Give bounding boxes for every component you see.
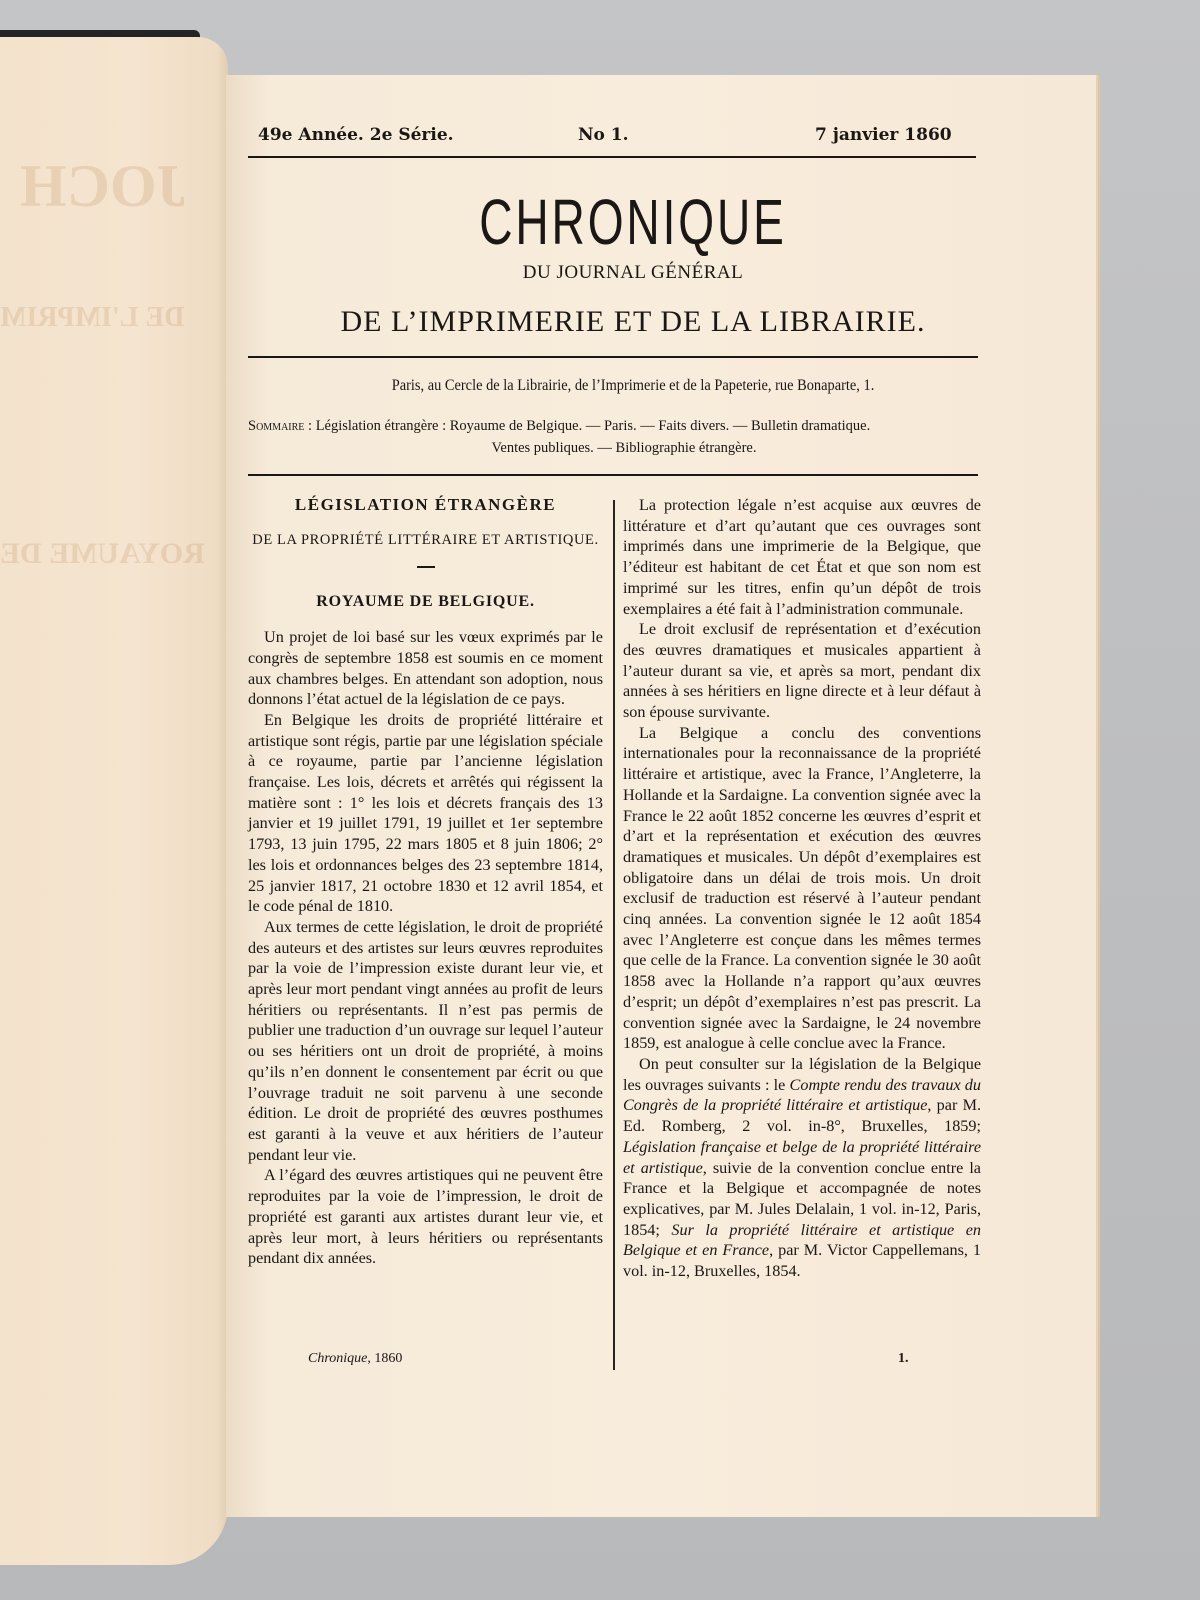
- paragraph: La Belgique a conclu des conventions internationales pour la reconnaissance de la propriété littéraire et artistique, avec la France, l’Angleterre, la Hollande et la Sardaigne. La convention signée avec la France le 22 août 1852 concerne les œuvres d’esprit et d’art et la représentation et exécution des œuvres dramatiques et musicales. Un dépôt d’exemplaires est obligatoire dans un délai de trois mois. Un droit exclusif de traduction est réservé à l’auteur pendant cinq années. La convention signée le 12 août 1854 avec l’Angleterre est conçue dans les mêmes termes que celle de la France. La convention signée le 30 août 1858 avec la Hollande n’a rapport qu’aux œuvres d’esprit; un dépôt d’exemplaires n’est pas prescrit. La convention signée avec la Sardaigne, le 24 novembre 1859, est analogue à celle conclue avec la France.: [623, 723, 981, 1053]
- text: , par M. Ed. Romberg, 2 vol. in-8°, Bruxelles, 1859;: [623, 1096, 982, 1136]
- ghost-subtitle: DE L'IMPRIM: [0, 302, 185, 333]
- publisher-address: Paris, au Cercle de la Librairie, de l’Imprimerie et de la Papeterie, rue Bonaparte, 1.: [391, 377, 875, 394]
- text: , suivie de la convention conclue entre la France et la Belgique et accompagnée de notes explicatives, par M. Jules Delalain, 1 vol. in-12, Paris, 1854;: [623, 1158, 981, 1239]
- sommaire-line-1: [248, 415, 1000, 437]
- issue-number: No 1.: [578, 125, 629, 145]
- book-title: Législation française et belge de la propriété littéraire et artistique: [623, 1137, 981, 1177]
- year-series: 49e Année. 2e Série.: [258, 125, 454, 145]
- bibliography-paragraph: [623, 1054, 981, 1282]
- journal-title: CHRONIQUE: [479, 186, 787, 258]
- journal-subtitle-2: DE L’IMPRIMERIE ET DE LA LIBRAIRIE.: [340, 305, 926, 338]
- section-heading: ROYAUME DE BELGIQUE.: [316, 593, 535, 611]
- heading-dash: [417, 566, 435, 568]
- article-heading: LÉGISLATION ÉTRANGÈRE: [294, 495, 557, 514]
- left-page-bleedthrough: [0, 37, 228, 1565]
- paragraph: Le droit exclusif de représentation et d’exécution des œuvres dramatiques et musicales appartient à l’auteur durant sa vie, et après sa mort, pendant dix années à ses héritiers en ligne directe et à leur défaut à son épouse survivante.: [623, 620, 981, 722]
- signature-year: , 1860: [367, 1351, 403, 1366]
- sheet-number: 1.: [898, 1351, 909, 1366]
- table-of-contents: [248, 415, 1000, 459]
- text: , par M. Victor Cappellemans, 1 vol. in-12, Bruxelles, 1854.: [623, 1241, 981, 1281]
- column-divider: [613, 500, 615, 1370]
- issue-date: 7 janvier 1860: [815, 125, 952, 145]
- journal-page: [226, 75, 1096, 1517]
- paragraph: Aux termes de cette législation, le droit de propriété des auteurs et des artistes sur leurs œuvres reproduites par la voie de l’impression existe durant leur vie, et après leur mort pendant vingt années au profit de leurs héritiers ou représentants. Il n’est pas permis de publier une traduction d’un ouvrage sur lequel l’auteur ou ses héritiers ont un droit de propriété, à moins qu’ils n’en donnent le consentement par écrit ou que l’ouvrage traduit ne soit parvenu à une seconde édition. Le droit de propriété des œuvres posthumes est garanti à la veuve et aux héritiers de l’auteur pendant leur vie.: [248, 917, 603, 1164]
- paragraph: Un projet de loi basé sur les vœux exprimés par le congrès de septembre 1858 est soumis en ce moment aux chambres belges. En attendant son adoption, nous donnons l’état actuel de la législation de ce pays.: [248, 628, 603, 709]
- ghost-heading: ROYAUME DE: [0, 537, 205, 570]
- sommaire-label: Sommaire :: [248, 418, 313, 434]
- left-column: [248, 495, 603, 1269]
- article-subheading: DE LA PROPRIÉTÉ LITTÉRAIRE ET ARTISTIQUE.: [252, 531, 599, 548]
- title-rule: [248, 356, 978, 358]
- sommaire-text-1: Législation étrangère : Royaume de Belgique. — Paris. — Faits divers. — Bulletin dramatique.: [315, 418, 871, 434]
- masthead-rule: [248, 156, 976, 158]
- header-rule: [248, 474, 978, 476]
- book-title: Sur la propriété littéraire et artistique en Belgique et en France: [623, 1220, 982, 1260]
- paragraph: A l’égard des œuvres artistiques qui ne peuvent être reproduites par la voie de l’impression, le droit de propriété est garanti aux artistes durant leur vie, et après leur mort, à leurs héritiers ou représentants pendant dix années.: [248, 1166, 603, 1268]
- book-title: Compte rendu des travaux du Congrès de la propriété littéraire et artistique: [623, 1075, 981, 1115]
- signature-line: [308, 1351, 402, 1367]
- journal-subtitle-1: DU JOURNAL GÉNÉRAL: [522, 262, 744, 283]
- paragraph: La protection légale n’est acquise aux œuvres de littérature et d’art qu’autant que ces ouvrages sont imprimés dans une imprimerie de la Belgique, que l’éditeur est habitant de cet État et que son nom est imprimé sur les titres, enfin qu’un dépôt de trois exemplaires a été fait à l’administration communale.: [623, 496, 981, 618]
- right-column: [623, 495, 981, 1282]
- sommaire-line-2: Ventes publiques. — Bibliographie étrangère.: [491, 440, 757, 456]
- signature-title: Chronique: [308, 1351, 368, 1366]
- paragraph: En Belgique les droits de propriété littéraire et artistique sont régis, partie par une législation spéciale à ce royaume, partie par l’ancienne législation française. Les lois, décrets et arrêtés qui régissent la matière sont : 1° les lois et décrets français des 13 janvier et 19 juillet 1791, 19 juillet et 1er septembre 1793, 13 juin 1795, 22 mars 1805 et 8 juin 1806; 2° les lois et ordonnances belges des 23 septembre 1814, 25 janvier 1817, 21 octobre 1830 et 12 avril 1854, et le code pénal de 1810.: [248, 710, 603, 916]
- ghost-title: JOCH: [20, 153, 187, 219]
- text: On peut consulter sur la législation de la Belgique les ouvrages suivants : le: [623, 1054, 981, 1094]
